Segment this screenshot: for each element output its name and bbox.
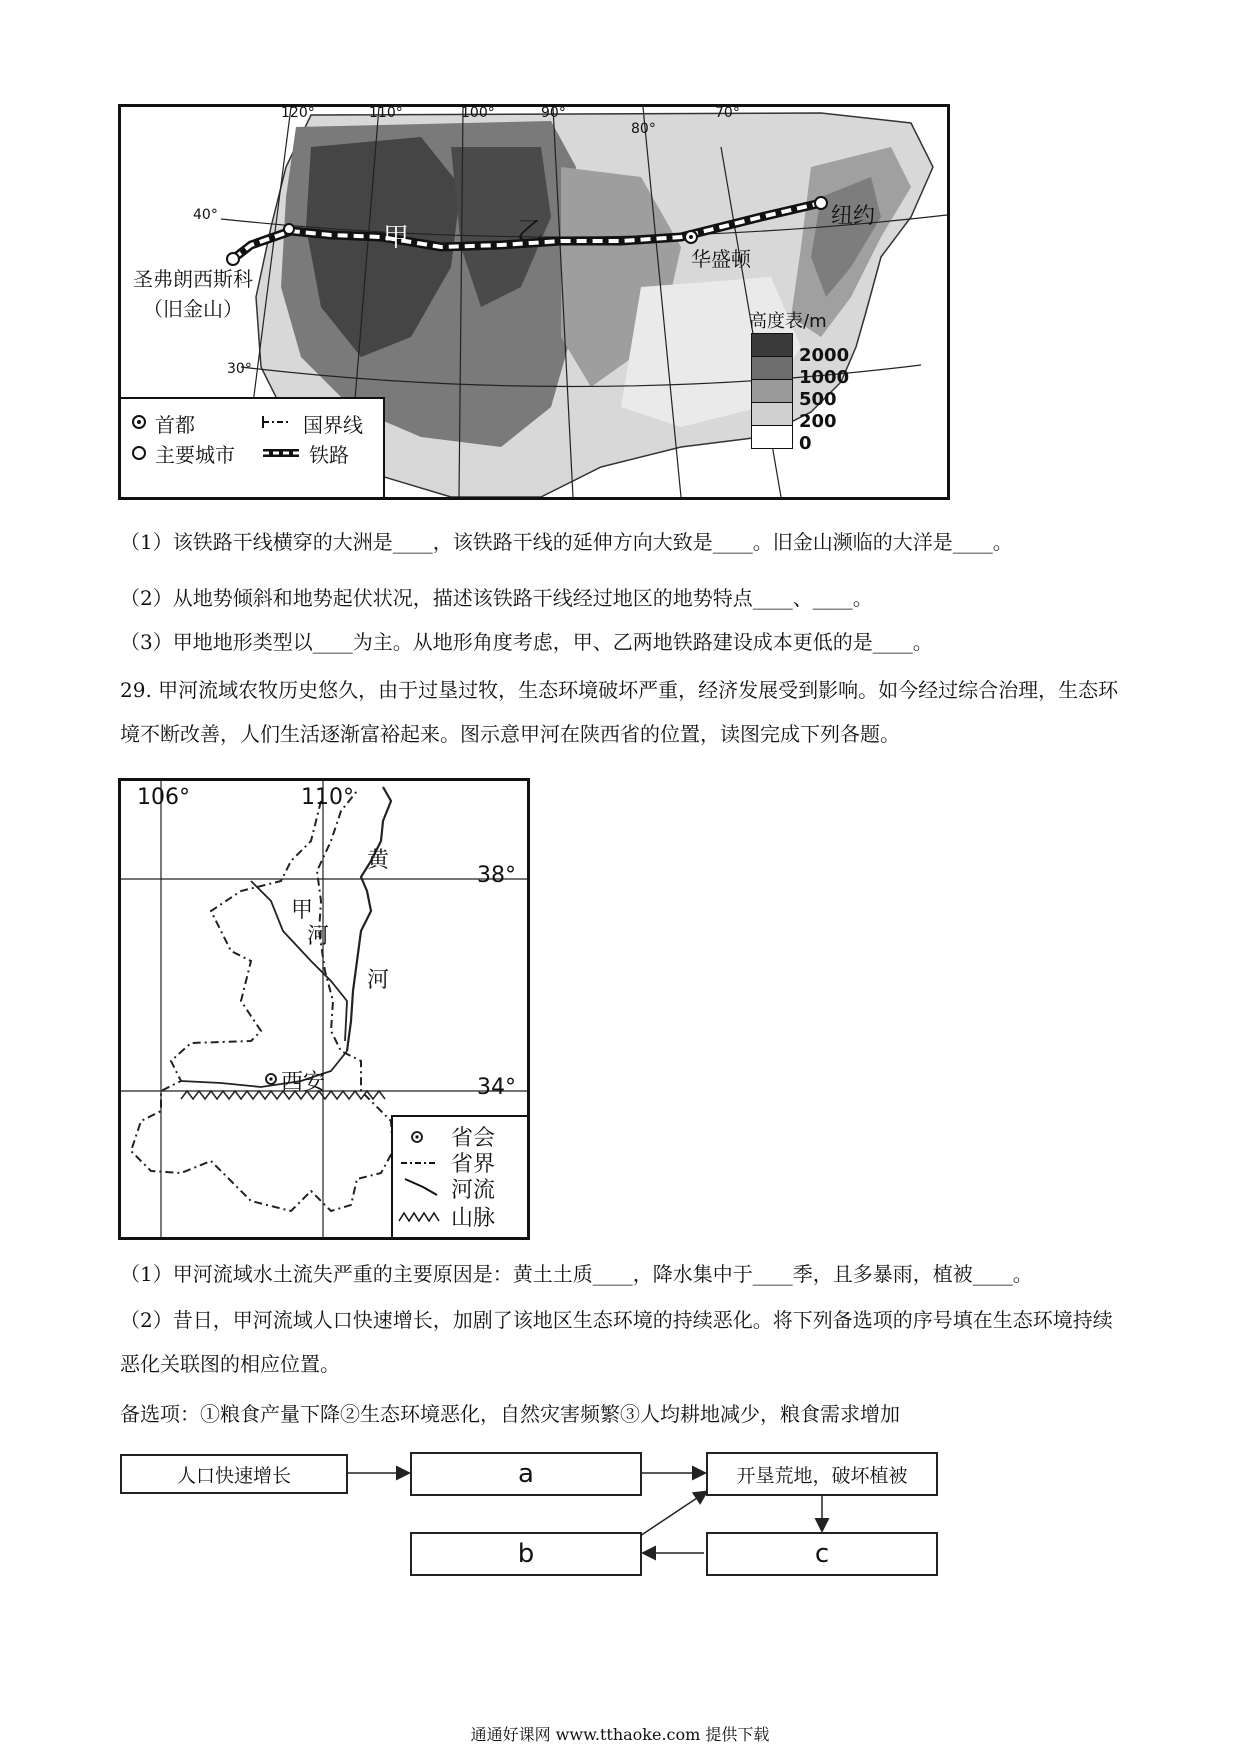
- flow-action-label: 开垦荒地，破坏植被: [736, 1464, 908, 1487]
- yellow-river-label: 河: [367, 968, 390, 993]
- new-york-label: 纽约: [831, 204, 876, 229]
- legend-city-label: 主要城市: [155, 443, 235, 467]
- legend-capital-label: 首都: [155, 413, 195, 437]
- washington-label: 华盛顿: [691, 247, 751, 271]
- latitude-label: 34°: [477, 1075, 516, 1100]
- latitude-label: 30°: [227, 361, 252, 377]
- flow-box-b: [410, 1532, 642, 1576]
- legend-railway-label: 铁路: [309, 443, 349, 467]
- q29-options: 备选项：①粮食产量下降②生态环境恶化，自然灾害频繁③人均耕地减少，粮食需求增加: [120, 1402, 900, 1426]
- jia-river-label: 甲: [291, 898, 314, 923]
- longitude-label: 120°: [281, 105, 315, 121]
- flow-b-label: b: [517, 1539, 535, 1569]
- q29-sub2: （2）昔日，甲河流域人口快速增长，加剧了该地区生态环境的持续恶化。将下列备选项的序号填在生态环境持续恶化关联图的相应位置。: [120, 1308, 1113, 1376]
- longitude-label: 110°: [301, 785, 354, 810]
- q29-intro: 29. 甲河流域农牧历史悠久，由于过垦过牧，生态环境破坏严重，经济发展受到影响。如今经过综合治理，生态环境不断改善，人们生活逐渐富裕起来。图示意甲河在陕西省的位置，读图完成下列各题。: [120, 678, 1119, 746]
- xian-label: 西安: [281, 1070, 326, 1095]
- region-jia-label: 甲: [383, 223, 410, 253]
- longitude-label: 100°: [461, 105, 495, 121]
- longitude-label: 80°: [631, 121, 656, 137]
- yellow-river-label: 黄: [367, 848, 390, 873]
- elevation-value: 500: [799, 389, 837, 410]
- legend-river-label: 河流: [451, 1178, 496, 1203]
- longitude-label: 90°: [541, 105, 566, 121]
- sf-name: 圣弗朗西斯科: [133, 267, 253, 291]
- q28-sub3: （3）甲地地形类型以____为主。从地形角度考虑，甲、乙两地铁路建设成本更低的是____。: [120, 630, 933, 654]
- elevation-value: 2000: [799, 345, 850, 366]
- q29-sub1: （1）甲河流域水土流失严重的主要原因是：黄土土质____，降水集中于____季，且多暴雨，植被____。: [120, 1262, 1033, 1286]
- flow-a-label: a: [518, 1459, 534, 1489]
- region-yi-label: 乙: [517, 217, 544, 247]
- legend-border-label: 省界: [451, 1152, 496, 1177]
- longitude-label: 70°: [715, 105, 740, 121]
- flow-box-c: [706, 1532, 938, 1576]
- flow-box-population: [120, 1454, 348, 1494]
- legend-capital-label: 省会: [451, 1126, 496, 1151]
- flow-start-label: 人口快速增长: [176, 1464, 291, 1487]
- latitude-label: 40°: [193, 207, 218, 223]
- elevation-value: 200: [799, 411, 837, 432]
- q28-sub1: （1）该铁路干线横穿的大洲是____，该铁路干线的延伸方向大致是____。旧金山濒临的大洋是____。: [120, 530, 1013, 554]
- q28-sub2: （2）从地势倾斜和地势起伏状况，描述该铁路干线经过地区的地势特点____、____。: [120, 586, 873, 610]
- flow-c-label: c: [814, 1539, 830, 1569]
- flow-box-a: [410, 1452, 642, 1496]
- jia-river-label: 河: [307, 924, 330, 949]
- sf-alt-name: （旧金山）: [143, 297, 243, 321]
- elevation-value: 0: [799, 433, 812, 454]
- elevation-legend-title: 高度表/m: [749, 311, 827, 332]
- longitude-label: 106°: [137, 785, 190, 810]
- legend-mountain-label: 山脉: [451, 1206, 496, 1231]
- latitude-label: 38°: [477, 863, 516, 888]
- page-footer: 通通好课网 www.tthaoke.com 提供下载: [470, 1725, 770, 1744]
- flow-box-action: [706, 1452, 938, 1496]
- legend-border-label: 国界线: [303, 413, 363, 437]
- elevation-value: 1000: [799, 367, 850, 388]
- longitude-label: 110°: [369, 105, 403, 121]
